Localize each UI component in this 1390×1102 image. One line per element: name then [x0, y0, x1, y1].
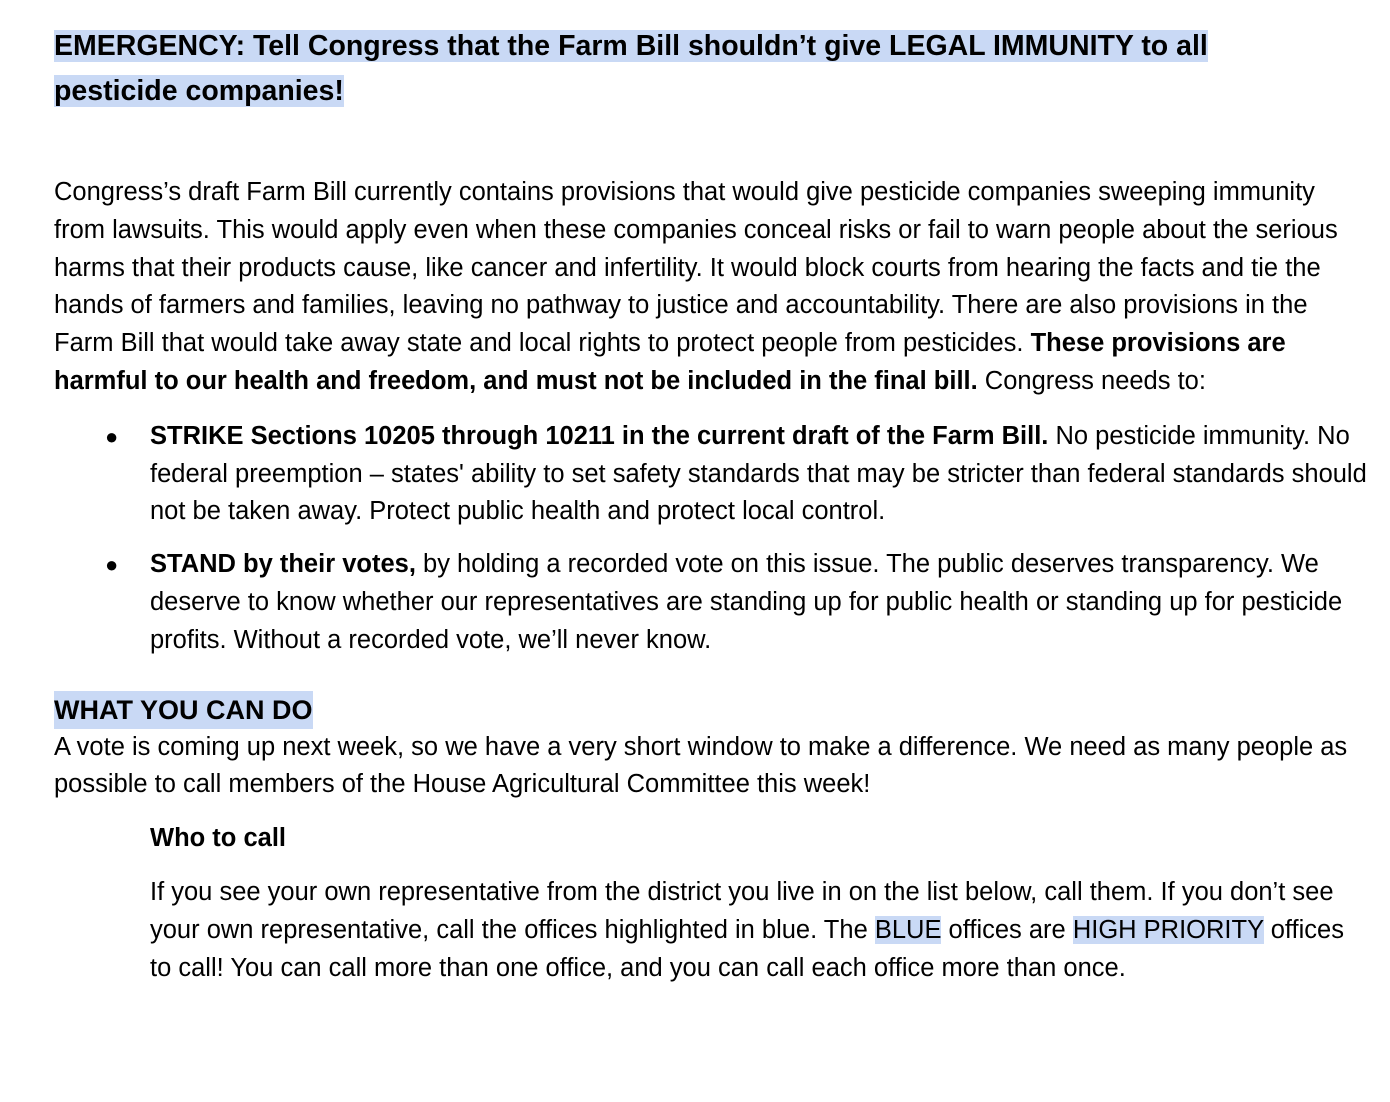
bullet-text: by holding a recorded vote on this issue. The public deserves transparency. We deserve to know whether our representatives are standing up for public health or standing up for pesticide profits. Without a recorded vote, we’ll never know. [150, 550, 1343, 654]
demands-list [54, 418, 1370, 660]
intro-paragraph [54, 174, 1370, 401]
who-to-call-section [54, 820, 1370, 987]
intro-bold-text: These provisions are harmful to our health and freedom, and must not be included in the final bill. [54, 329, 1286, 395]
who-to-call-text-1: If you see your own representative from the district you live in on the list below, call them. If you don’t see your own representative, call the offices highlighted in blue. The [150, 877, 1334, 944]
who-to-call-paragraph [150, 874, 1370, 987]
what-you-can-do-paragraph: A vote is coming up next week, so we have a very short window to make a difference. We need as many people as possible to call members of the House Agricultural Committee this week! [54, 732, 1348, 799]
what-you-can-do-heading: WHAT YOU CAN DO [54, 691, 313, 729]
who-to-call-text-2: offices are [941, 915, 1073, 944]
bullet-icon: ● [105, 552, 119, 578]
blue-highlight: BLUE [874, 915, 942, 944]
list-item [54, 418, 1370, 531]
intro-text: Congress’s draft Farm Bill currently contains provisions that would give pesticide companies sweeping immunity from lawsuits. This would apply even when these companies conceal risks or fail to warn people about the serious harms that their products cause, like cancer and infertility. It would block courts from hearing the facts and tie the hands of farmers and families, leaving no pathway to justice and accountability. There are also provisions in the Farm Bill that would take away state and local rights to protect people from pesticides. [54, 178, 1338, 358]
title-line-2: pesticide companies! [54, 75, 344, 107]
bullet-bold-text: STRIKE Sections 10205 through 10211 in the current draft of the Farm Bill. [150, 421, 1049, 450]
high-priority-highlight: HIGH PRIORITY [1072, 915, 1264, 944]
who-to-call-text-3: offices to call! You can call more than one office, and you can call each office more than once. [150, 915, 1344, 982]
intro-tail: Congress needs to: [977, 366, 1206, 395]
bullet-text: No pesticide immunity. No federal preemption – states' ability to set safety standards that may be stricter than federal standards should not be taken away. Protect public health and protect local control. [150, 421, 1367, 526]
who-to-call-heading: Who to call [150, 824, 286, 853]
bullet-icon: ● [105, 423, 119, 449]
title-line-1: EMERGENCY: Tell Congress that the Farm Bill shouldn’t give LEGAL IMMUNITY to all [54, 30, 1208, 62]
list-item [54, 546, 1370, 659]
page-title [54, 24, 1370, 114]
bullet-bold-text: STAND by their votes, [150, 550, 416, 579]
